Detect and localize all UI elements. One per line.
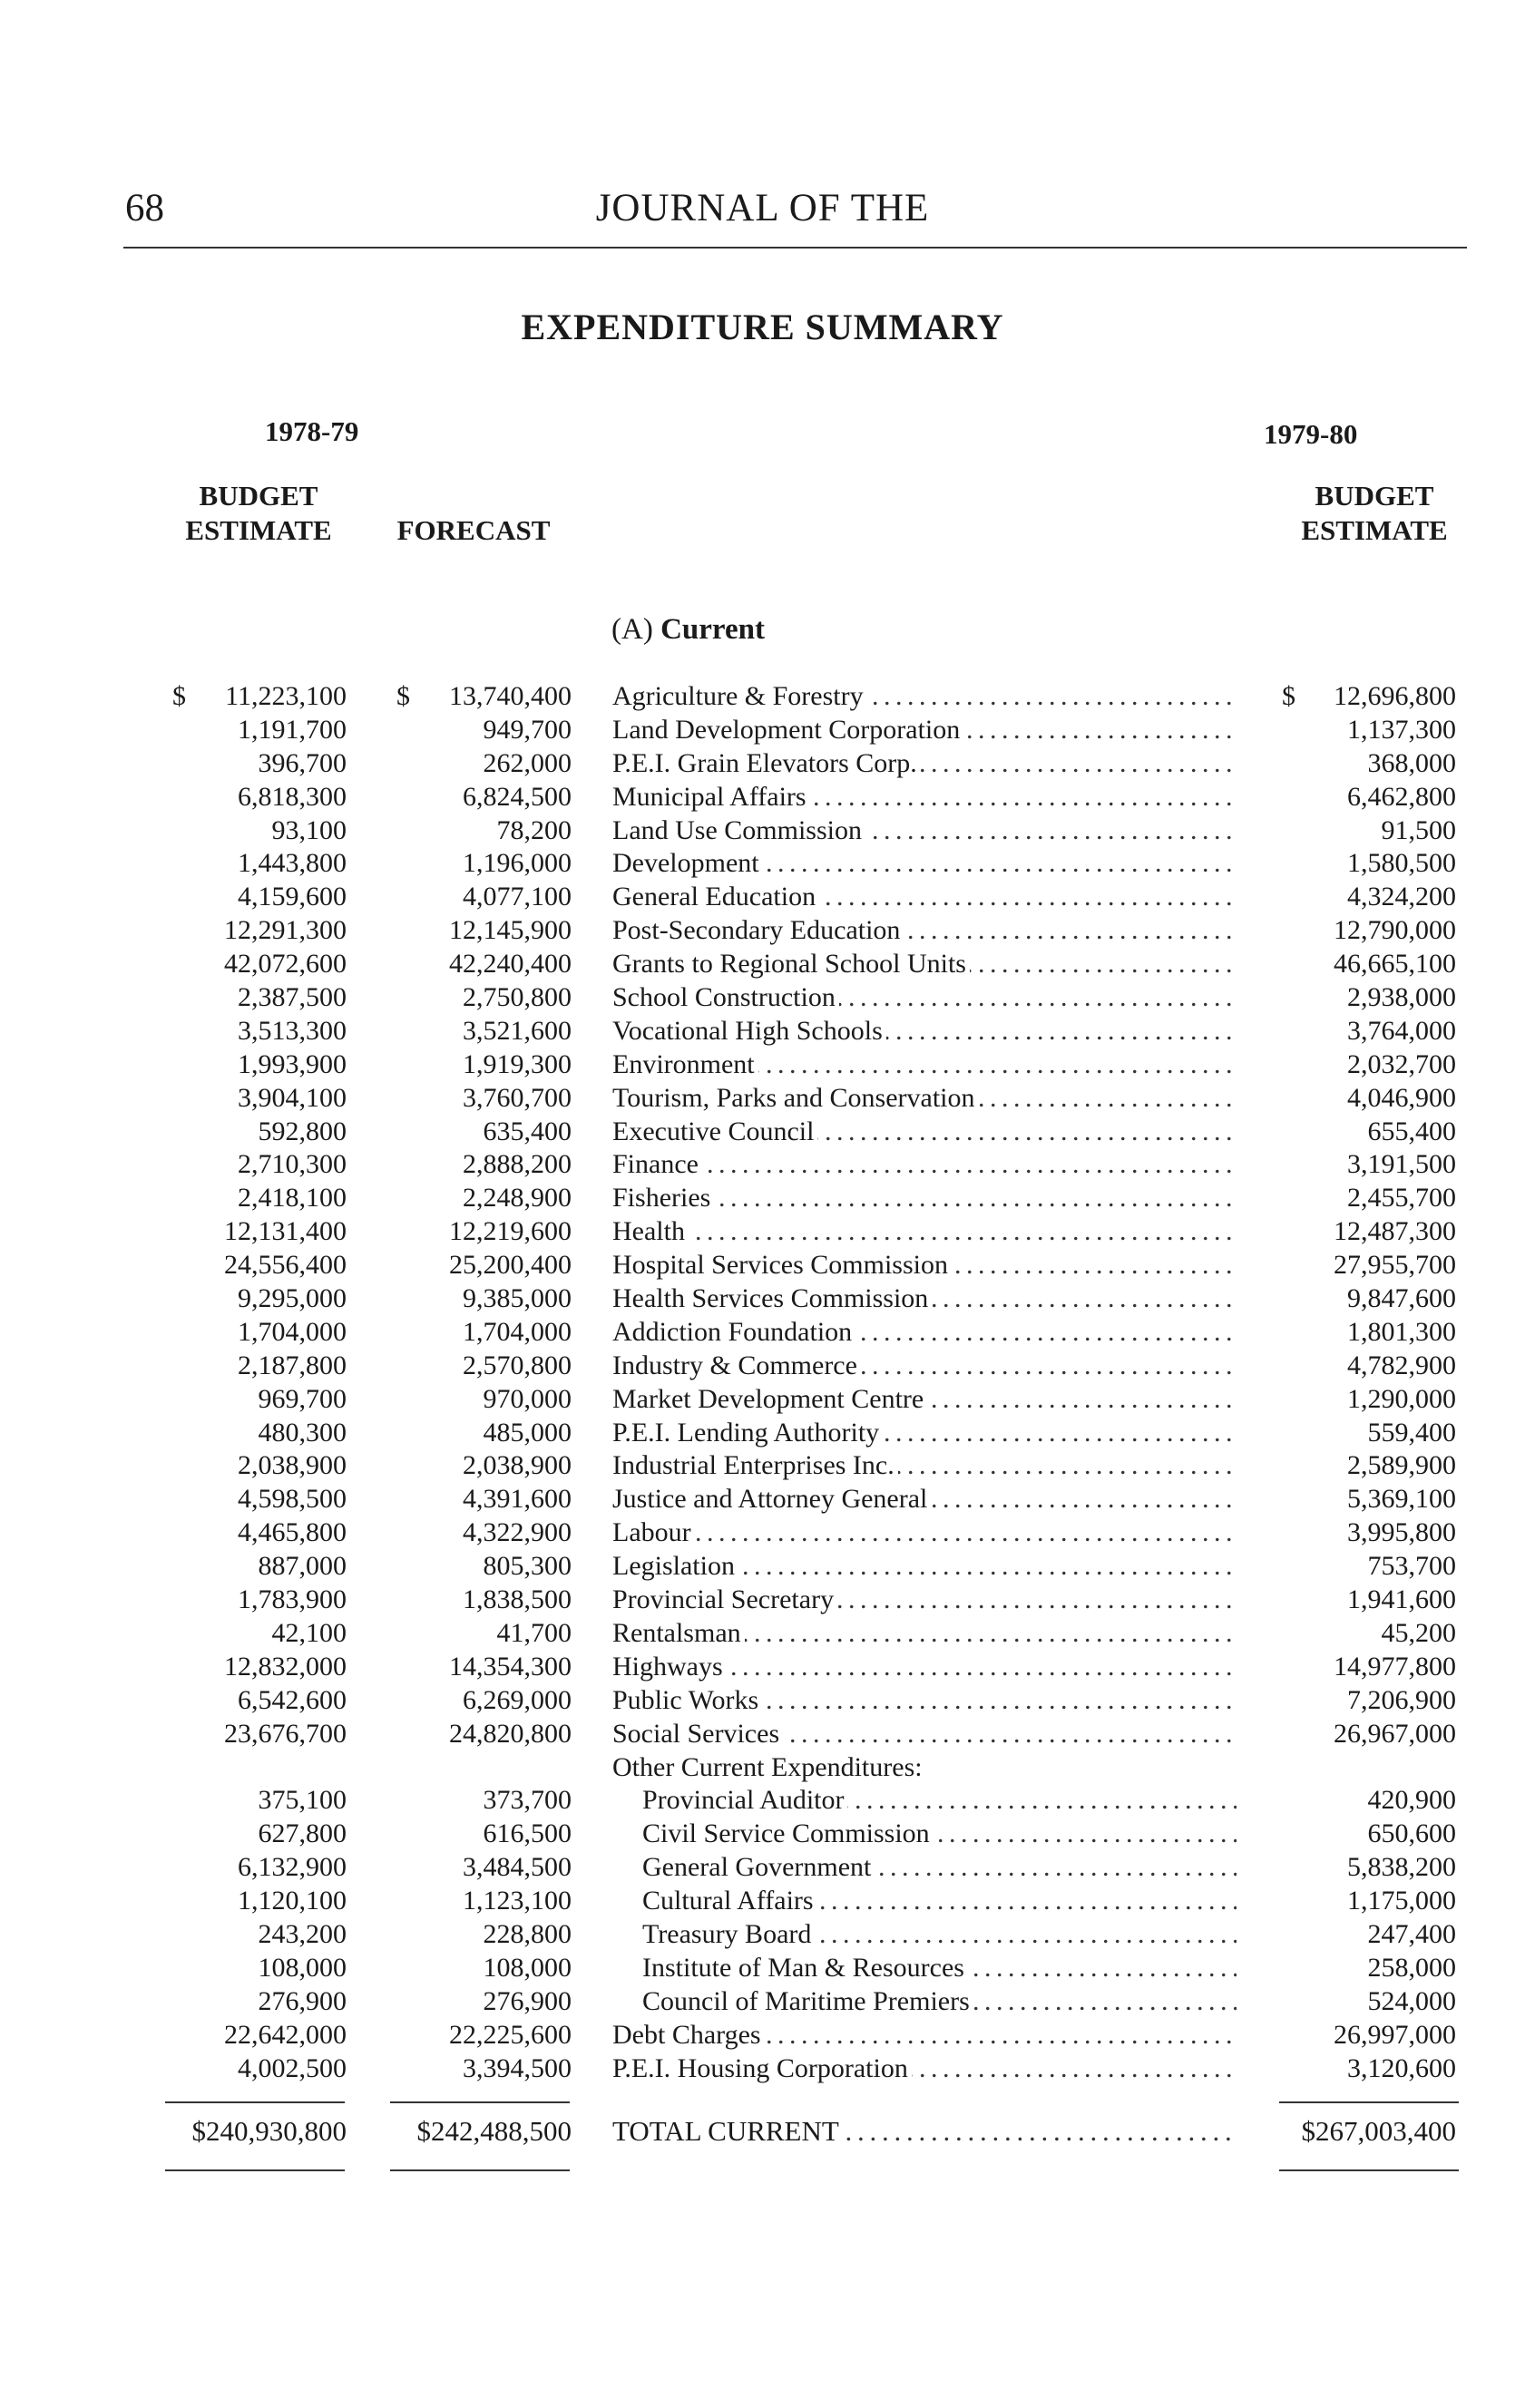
budget-1978-79-cell: 4,465,800 bbox=[238, 1517, 347, 1548]
total-rule-bottom bbox=[165, 2169, 345, 2171]
budget-1979-80-cell: 5,838,200 bbox=[1347, 1852, 1456, 1883]
item-cell bbox=[612, 1015, 1237, 1048]
item-cell bbox=[612, 948, 1237, 981]
budget-1978-79-cell: 24,556,400 bbox=[224, 1250, 347, 1281]
budget-1978-79-cell: 2,187,800 bbox=[238, 1350, 347, 1380]
forecast-1978-79-cell: 1,196,000 bbox=[463, 848, 572, 879]
table-row bbox=[0, 1249, 1525, 1282]
item-label: Environment bbox=[612, 1049, 758, 1079]
header-rule bbox=[123, 247, 1467, 249]
table-row bbox=[0, 1584, 1525, 1617]
table-row bbox=[0, 1148, 1525, 1182]
budget-1978-79-cell: 11,223,100 bbox=[225, 681, 347, 711]
budget-1979-80-cell: 559,400 bbox=[1367, 1417, 1456, 1448]
budget-1979-80-cell: 46,665,100 bbox=[1334, 949, 1456, 980]
budget-1979-80-cell: 5,369,100 bbox=[1347, 1484, 1456, 1515]
item-label: Labour bbox=[612, 1517, 695, 1547]
column-header-line: ESTIMATE bbox=[185, 514, 332, 546]
currency-symbol: $ bbox=[172, 681, 186, 711]
item-cell bbox=[612, 1048, 1237, 1082]
total-budget-1978-79: $240,930,800 bbox=[191, 2115, 347, 2147]
column-header-budget-estimate-1978-79 bbox=[154, 479, 363, 548]
forecast-1978-79-cell: 14,354,300 bbox=[449, 1651, 572, 1682]
item-label: Addiction Foundation bbox=[612, 1317, 855, 1347]
budget-1979-80-cell: 1,580,500 bbox=[1347, 848, 1456, 879]
table-row bbox=[0, 1985, 1525, 2019]
forecast-1978-79-cell: 4,391,600 bbox=[463, 1484, 572, 1515]
budget-1978-79-cell: 3,904,100 bbox=[238, 1082, 347, 1113]
item-cell bbox=[612, 1516, 1237, 1550]
table-row bbox=[0, 814, 1525, 848]
item-cell bbox=[612, 1215, 1237, 1249]
forecast-1978-79-cell: 6,824,500 bbox=[463, 781, 572, 812]
table-subheading-row bbox=[0, 1751, 1525, 1785]
forecast-1978-79-cell: 2,888,200 bbox=[463, 1149, 572, 1180]
table-row bbox=[0, 2052, 1525, 2086]
forecast-1978-79-cell: 4,077,100 bbox=[463, 882, 572, 912]
budget-1978-79-cell: 243,200 bbox=[258, 1918, 347, 1949]
table-row bbox=[0, 1718, 1525, 1751]
forecast-1978-79-cell: 485,000 bbox=[483, 1417, 572, 1448]
page-number: 68 bbox=[125, 187, 164, 229]
total-row bbox=[0, 2113, 1525, 2150]
budget-1978-79-cell: 2,038,900 bbox=[238, 1450, 347, 1481]
budget-1978-79-cell: 1,443,800 bbox=[238, 848, 347, 879]
item-cell bbox=[612, 747, 1237, 781]
budget-1978-79-cell: 12,291,300 bbox=[224, 915, 347, 946]
item-cell bbox=[612, 1383, 1237, 1417]
item-label: Institute of Man & Resources bbox=[642, 1953, 968, 1983]
budget-1978-79-cell: 4,159,600 bbox=[238, 882, 347, 912]
item-label: P.E.I. Housing Corporation bbox=[612, 2053, 912, 2083]
table-row bbox=[0, 1282, 1525, 1316]
table-row bbox=[0, 680, 1525, 714]
total-rule-top bbox=[1279, 2101, 1459, 2103]
item-label: Land Use Commission bbox=[612, 815, 865, 845]
budget-1979-80-cell: 2,455,700 bbox=[1347, 1183, 1456, 1214]
item-cell bbox=[612, 1148, 1237, 1182]
table-row bbox=[0, 1082, 1525, 1116]
column-header-budget-estimate-1979-80 bbox=[1270, 479, 1479, 548]
total-rule-top bbox=[390, 2101, 570, 2103]
item-cell bbox=[612, 714, 1237, 747]
budget-1979-80-cell: 2,938,000 bbox=[1347, 982, 1456, 1013]
item-cell bbox=[612, 1651, 1237, 1684]
item-label: Grants to Regional School Units bbox=[612, 949, 970, 979]
item-cell bbox=[612, 1417, 1237, 1450]
item-cell bbox=[612, 781, 1237, 814]
forecast-1978-79-cell: 6,269,000 bbox=[463, 1684, 572, 1715]
item-cell bbox=[612, 680, 1237, 714]
table-row bbox=[0, 1684, 1525, 1718]
item-cell bbox=[612, 847, 1237, 881]
year-label-1979-80: 1979-80 bbox=[1264, 418, 1358, 450]
item-label: Public Works bbox=[612, 1685, 762, 1715]
forecast-1978-79-cell: 373,700 bbox=[483, 1785, 572, 1816]
budget-1978-79-cell: 2,418,100 bbox=[238, 1183, 347, 1214]
budget-1979-80-cell: 655,400 bbox=[1367, 1116, 1456, 1146]
item-label: Provincial Auditor bbox=[642, 1785, 847, 1815]
forecast-1978-79-cell: 262,000 bbox=[483, 747, 572, 778]
budget-1979-80-cell: 6,462,800 bbox=[1347, 781, 1456, 812]
item-cell bbox=[612, 2019, 1237, 2052]
table-row bbox=[0, 1617, 1525, 1651]
table-row bbox=[0, 1784, 1525, 1818]
item-label: Provincial Secretary bbox=[612, 1584, 837, 1614]
forecast-1978-79-cell: 22,225,600 bbox=[449, 2019, 572, 2050]
forecast-1978-79-cell: 805,300 bbox=[483, 1551, 572, 1582]
item-cell bbox=[612, 914, 1237, 948]
item-cell bbox=[642, 1784, 1237, 1818]
forecast-1978-79-cell: 3,521,600 bbox=[463, 1015, 572, 1046]
budget-1979-80-cell: 3,764,000 bbox=[1347, 1015, 1456, 1046]
total-rule-bottom bbox=[390, 2169, 570, 2171]
item-cell bbox=[612, 1483, 1237, 1516]
budget-1978-79-cell: 375,100 bbox=[258, 1785, 347, 1816]
table-row bbox=[0, 881, 1525, 914]
item-label: Agriculture & Forestry bbox=[612, 681, 867, 711]
item-label: P.E.I. Grain Elevators Corp. bbox=[612, 748, 921, 778]
table-row bbox=[0, 1550, 1525, 1584]
item-cell bbox=[612, 1718, 1237, 1751]
item-label: Industry & Commerce bbox=[612, 1350, 861, 1380]
column-header-forecast: FORECAST bbox=[396, 514, 551, 546]
budget-1978-79-cell: 93,100 bbox=[271, 814, 347, 845]
item-cell bbox=[612, 1684, 1237, 1718]
column-header-line: BUDGET bbox=[199, 480, 318, 512]
budget-1979-80-cell: 753,700 bbox=[1367, 1551, 1456, 1582]
total-rule-top bbox=[165, 2101, 345, 2103]
forecast-1978-79-cell: 3,484,500 bbox=[463, 1852, 572, 1883]
table-row bbox=[0, 1818, 1525, 1851]
budget-1978-79-cell: 887,000 bbox=[258, 1551, 347, 1582]
table-row bbox=[0, 1885, 1525, 1918]
budget-1978-79-cell: 969,700 bbox=[258, 1383, 347, 1414]
budget-1978-79-cell: 1,120,100 bbox=[238, 1886, 347, 1916]
item-label: Rentalsman bbox=[612, 1618, 745, 1648]
forecast-1978-79-cell: 4,322,900 bbox=[463, 1517, 572, 1548]
item-label: Tourism, Parks and Conservation bbox=[612, 1083, 979, 1113]
total-budget-1979-80: $267,003,400 bbox=[1301, 2115, 1456, 2147]
item-cell bbox=[612, 1449, 1237, 1483]
expenditure-table bbox=[0, 680, 1525, 2085]
forecast-1978-79-cell: 9,385,000 bbox=[463, 1283, 572, 1314]
item-label: Highways bbox=[612, 1652, 727, 1682]
forecast-1978-79-cell: 276,900 bbox=[483, 1985, 572, 2016]
item-label: Justice and Attorney General bbox=[612, 1484, 931, 1514]
item-label: School Construction bbox=[612, 982, 839, 1012]
budget-1978-79-cell: 42,072,600 bbox=[224, 949, 347, 980]
forecast-1978-79-cell: 41,700 bbox=[496, 1617, 572, 1648]
item-label: Executive Council bbox=[612, 1116, 817, 1146]
budget-1978-79-cell: 1,191,700 bbox=[238, 714, 347, 745]
budget-1979-80-cell: 368,000 bbox=[1367, 747, 1456, 778]
total-rule-bottom bbox=[1279, 2169, 1459, 2171]
item-cell bbox=[612, 1316, 1237, 1350]
table-row bbox=[0, 2019, 1525, 2052]
document-title: EXPENDITURE SUMMARY bbox=[521, 307, 1004, 347]
budget-1979-80-cell: 1,941,600 bbox=[1347, 1584, 1456, 1615]
forecast-1978-79-cell: 228,800 bbox=[483, 1918, 572, 1949]
item-label: Development bbox=[612, 848, 763, 878]
section-prefix: (A) bbox=[611, 613, 653, 646]
budget-1978-79-cell: 6,132,900 bbox=[238, 1852, 347, 1883]
budget-1978-79-cell: 108,000 bbox=[258, 1952, 347, 1983]
item-label: Municipal Affairs bbox=[612, 782, 810, 812]
forecast-1978-79-cell: 78,200 bbox=[496, 814, 572, 845]
item-label: Fisheries bbox=[612, 1183, 714, 1213]
item-cell bbox=[642, 1985, 1237, 2019]
budget-1978-79-cell: 480,300 bbox=[258, 1417, 347, 1448]
budget-1979-80-cell: 45,200 bbox=[1381, 1617, 1456, 1648]
table-row bbox=[0, 1516, 1525, 1550]
forecast-1978-79-cell: 2,750,800 bbox=[463, 982, 572, 1013]
budget-1979-80-cell: 14,977,800 bbox=[1334, 1651, 1456, 1682]
forecast-1978-79-cell: 949,700 bbox=[483, 714, 572, 745]
forecast-1978-79-cell: 2,248,900 bbox=[463, 1183, 572, 1214]
budget-1979-80-cell: 9,847,600 bbox=[1347, 1283, 1456, 1314]
budget-1979-80-cell: 1,175,000 bbox=[1347, 1886, 1456, 1916]
item-cell bbox=[612, 1282, 1237, 1316]
budget-1979-80-cell: 2,589,900 bbox=[1347, 1450, 1456, 1481]
currency-symbol: $ bbox=[1282, 681, 1295, 711]
budget-1979-80-cell: 2,032,700 bbox=[1347, 1048, 1456, 1079]
forecast-1978-79-cell: 1,919,300 bbox=[463, 1048, 572, 1079]
item-label: Council of Maritime Premiers bbox=[642, 1986, 973, 2016]
table-row bbox=[0, 1316, 1525, 1350]
item-cell bbox=[612, 1249, 1237, 1282]
budget-1978-79-cell: 1,704,000 bbox=[238, 1316, 347, 1347]
forecast-1978-79-cell: 12,145,900 bbox=[449, 915, 572, 946]
table-row bbox=[0, 1383, 1525, 1417]
budget-1978-79-cell: 1,993,900 bbox=[238, 1048, 347, 1079]
item-label: Civil Service Commission bbox=[642, 1818, 934, 1848]
item-cell bbox=[612, 981, 1237, 1015]
item-cell bbox=[612, 1082, 1237, 1116]
item-label: Legislation bbox=[612, 1551, 738, 1581]
forecast-1978-79-cell: 1,123,100 bbox=[463, 1886, 572, 1916]
item-cell bbox=[612, 1617, 1237, 1651]
budget-1979-80-cell: 12,487,300 bbox=[1334, 1216, 1456, 1247]
table-row bbox=[0, 1851, 1525, 1885]
budget-1978-79-cell: 42,100 bbox=[271, 1617, 347, 1648]
forecast-1978-79-cell: 3,760,700 bbox=[463, 1082, 572, 1113]
forecast-1978-79-cell: 2,570,800 bbox=[463, 1350, 572, 1380]
item-cell bbox=[612, 814, 1237, 848]
forecast-1978-79-cell: 2,038,900 bbox=[463, 1450, 572, 1481]
forecast-1978-79-cell: 1,704,000 bbox=[463, 1316, 572, 1347]
table-row bbox=[0, 1952, 1525, 1985]
budget-1978-79-cell: 2,387,500 bbox=[238, 982, 347, 1013]
budget-1978-79-cell: 4,002,500 bbox=[238, 2052, 347, 2083]
item-cell bbox=[612, 1182, 1237, 1215]
item-label: Post-Secondary Education bbox=[612, 915, 904, 945]
item-label: Cultural Affairs bbox=[642, 1886, 817, 1916]
budget-1979-80-cell: 3,995,800 bbox=[1347, 1517, 1456, 1548]
total-label-text: TOTAL CURRENT bbox=[612, 2115, 843, 2147]
forecast-1978-79-cell: 616,500 bbox=[483, 1818, 572, 1849]
table-row bbox=[0, 1651, 1525, 1684]
table-row bbox=[0, 914, 1525, 948]
budget-1979-80-cell: 420,900 bbox=[1367, 1785, 1456, 1816]
total-forecast-1978-79: $242,488,500 bbox=[416, 2115, 572, 2147]
forecast-1978-79-cell: 970,000 bbox=[483, 1383, 572, 1414]
budget-1979-80-cell: 258,000 bbox=[1367, 1952, 1456, 1983]
budget-1978-79-cell: 276,900 bbox=[258, 1985, 347, 2016]
budget-1978-79-cell: 6,818,300 bbox=[238, 781, 347, 812]
section-heading bbox=[611, 613, 765, 647]
item-label: Treasury Board bbox=[642, 1919, 815, 1949]
item-label: Market Development Centre bbox=[612, 1384, 927, 1414]
budget-1979-80-cell: 4,782,900 bbox=[1347, 1350, 1456, 1380]
budget-1978-79-cell: 4,598,500 bbox=[238, 1484, 347, 1515]
forecast-1978-79-cell: 12,219,600 bbox=[449, 1216, 572, 1247]
table-row bbox=[0, 981, 1525, 1015]
item-cell bbox=[612, 2052, 1237, 2086]
forecast-1978-79-cell: 1,838,500 bbox=[463, 1584, 572, 1615]
budget-1978-79-cell: 1,783,900 bbox=[238, 1584, 347, 1615]
forecast-1978-79-cell: 25,200,400 bbox=[449, 1250, 572, 1281]
budget-1979-80-cell: 12,790,000 bbox=[1334, 915, 1456, 946]
item-cell bbox=[612, 1550, 1237, 1584]
item-label: Health bbox=[612, 1216, 689, 1246]
column-header-line: BUDGET bbox=[1315, 480, 1434, 512]
budget-1979-80-cell: 1,290,000 bbox=[1347, 1383, 1456, 1414]
table-row bbox=[0, 1417, 1525, 1450]
table-row bbox=[0, 747, 1525, 781]
budget-1979-80-cell: 1,137,300 bbox=[1347, 714, 1456, 745]
running-head: JOURNAL OF THE bbox=[595, 187, 930, 229]
item-cell bbox=[642, 1952, 1237, 1985]
item-cell bbox=[642, 1851, 1237, 1885]
table-row bbox=[0, 1048, 1525, 1082]
currency-symbol: $ bbox=[396, 681, 410, 711]
item-cell bbox=[642, 1885, 1237, 1918]
budget-1978-79-cell: 12,131,400 bbox=[224, 1216, 347, 1247]
budget-1979-80-cell: 12,696,800 bbox=[1334, 681, 1456, 711]
budget-1979-80-cell: 650,600 bbox=[1367, 1818, 1456, 1849]
item-cell bbox=[612, 1584, 1237, 1617]
item-label: Health Services Commission bbox=[612, 1283, 932, 1313]
budget-1979-80-cell: 3,120,600 bbox=[1347, 2052, 1456, 2083]
budget-1979-80-cell: 26,967,000 bbox=[1334, 1718, 1456, 1749]
item-label: P.E.I. Lending Authority bbox=[612, 1418, 883, 1448]
item-cell bbox=[642, 1818, 1237, 1851]
table-row bbox=[0, 1350, 1525, 1383]
item-cell bbox=[612, 1116, 1237, 1149]
item-label: Debt Charges bbox=[612, 2020, 765, 2050]
forecast-1978-79-cell: 3,394,500 bbox=[463, 2052, 572, 2083]
table-row bbox=[0, 948, 1525, 981]
item-label: General Education bbox=[612, 882, 819, 912]
item-label: Land Development Corporation bbox=[612, 715, 963, 745]
item-cell bbox=[612, 1751, 1237, 1785]
year-label-1978-79: 1978-79 bbox=[265, 415, 359, 447]
budget-1978-79-cell: 627,800 bbox=[258, 1818, 347, 1849]
budget-1979-80-cell: 4,046,900 bbox=[1347, 1082, 1456, 1113]
forecast-1978-79-cell: 13,740,400 bbox=[449, 681, 572, 711]
item-cell bbox=[612, 881, 1237, 914]
item-label: Industrial Enterprises Inc. bbox=[612, 1450, 898, 1480]
budget-1979-80-cell: 3,191,500 bbox=[1347, 1149, 1456, 1180]
table-row bbox=[0, 781, 1525, 814]
budget-1978-79-cell: 2,710,300 bbox=[238, 1149, 347, 1180]
table-row bbox=[0, 714, 1525, 747]
page-header bbox=[0, 186, 1525, 240]
budget-1979-80-cell: 4,324,200 bbox=[1347, 882, 1456, 912]
forecast-1978-79-cell: 635,400 bbox=[483, 1116, 572, 1146]
total-label bbox=[612, 2113, 1237, 2150]
budget-1979-80-cell: 26,997,000 bbox=[1334, 2019, 1456, 2050]
budget-1978-79-cell: 396,700 bbox=[258, 747, 347, 778]
budget-1979-80-cell: 524,000 bbox=[1367, 1985, 1456, 2016]
budget-1979-80-cell: 91,500 bbox=[1381, 814, 1456, 845]
budget-1979-80-cell: 1,801,300 bbox=[1347, 1316, 1456, 1347]
item-label: Vocational High Schools bbox=[612, 1016, 886, 1046]
budget-1979-80-cell: 7,206,900 bbox=[1347, 1684, 1456, 1715]
budget-1979-80-cell: 247,400 bbox=[1367, 1918, 1456, 1949]
item-cell bbox=[612, 1350, 1237, 1383]
budget-1979-80-cell: 27,955,700 bbox=[1334, 1250, 1456, 1281]
table-row bbox=[0, 1015, 1525, 1048]
table-row bbox=[0, 1449, 1525, 1483]
budget-1978-79-cell: 23,676,700 bbox=[224, 1718, 347, 1749]
table-row bbox=[0, 1918, 1525, 1952]
section-name: Current bbox=[660, 613, 765, 646]
budget-1978-79-cell: 592,800 bbox=[258, 1116, 347, 1146]
forecast-1978-79-cell: 24,820,800 bbox=[449, 1718, 572, 1749]
budget-1978-79-cell: 3,513,300 bbox=[238, 1015, 347, 1046]
budget-1978-79-cell: 6,542,600 bbox=[238, 1684, 347, 1715]
item-label: General Government bbox=[642, 1852, 875, 1882]
item-cell bbox=[642, 1918, 1237, 1952]
column-header-line: ESTIMATE bbox=[1301, 514, 1448, 546]
item-label: Other Current Expenditures: bbox=[612, 1752, 926, 1782]
budget-1978-79-cell: 22,642,000 bbox=[224, 2019, 347, 2050]
item-label: Finance bbox=[612, 1149, 702, 1179]
table-row bbox=[0, 1215, 1525, 1249]
item-label: Hospital Services Commission bbox=[612, 1250, 952, 1280]
table-row bbox=[0, 1116, 1525, 1149]
item-label: Social Services bbox=[612, 1719, 783, 1749]
forecast-1978-79-cell: 108,000 bbox=[483, 1952, 572, 1983]
table-row bbox=[0, 1483, 1525, 1516]
forecast-1978-79-cell: 42,240,400 bbox=[449, 949, 572, 980]
budget-1978-79-cell: 12,832,000 bbox=[224, 1651, 347, 1682]
table-row bbox=[0, 1182, 1525, 1215]
budget-1978-79-cell: 9,295,000 bbox=[238, 1283, 347, 1314]
table-row bbox=[0, 847, 1525, 881]
